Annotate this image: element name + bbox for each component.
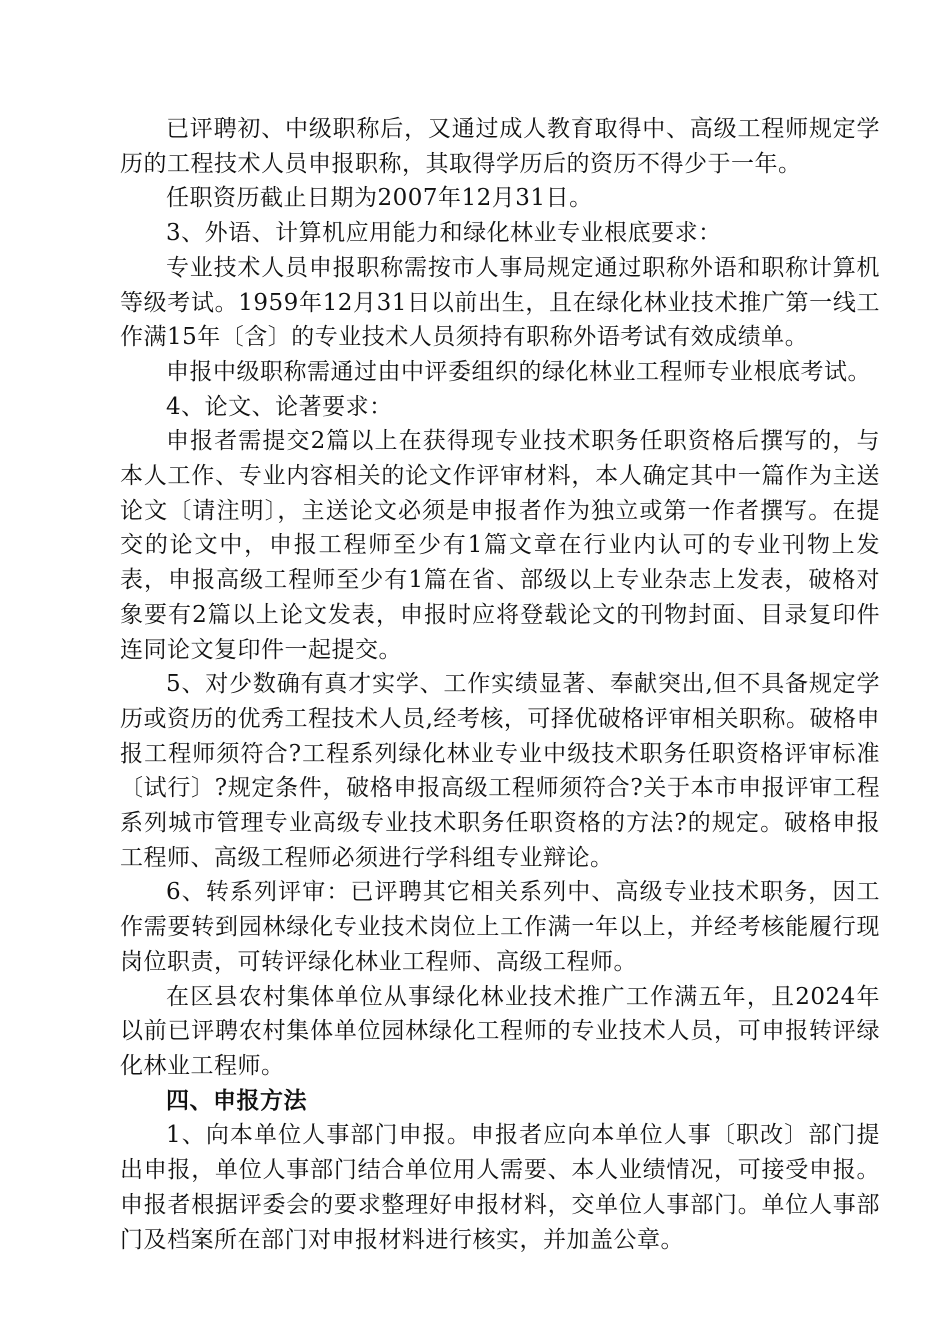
paragraph: 任职资历截止日期为2007年12月31日。 xyxy=(166,185,593,212)
paragraph: 已评聘初、中级职称后，又通过成人教育取得中、高级工程师规定学历的工程技术人员申报职称，其取得学历后的资历不得少于一年。 xyxy=(120,116,880,177)
paragraph: 申报者需提交2篇以上在获得现专业技术职务任职资格后撰写的，与本人工作、专业内容相关的论文作评审材料，本人确定其中一篇作为主送论文〔请注明〕，主送论文必须是申报者作为独立或第一作者撰写。在提交的论文中，申报工程师至少有1篇文章在行业内认可的专业刊物上发表，申报高级工程师至少有1篇在省、部级以上专业杂志上发表，破格对象要有2篇以上论文发表，申报时应将登载论文的刊物封面、目录复印件连同论文复印件一起提交。 xyxy=(120,428,880,663)
paragraph: 5、对少数确有真才实学、工作实绩显著、奉献突出,但不具备规定学历或资历的优秀工程技术人员,经考核，可择优破格评审相关职称。破格申报工程师须符合?工程系列绿化林业专业中级技术职务任职资格评审标准〔试行〕?规定条件，破格申报高级工程师须符合?关于本市申报评审工程系列城市管理专业高级专业技术职务任职资格的方法?的规定。破格申报工程师、高级工程师必须进行学科组专业辩论。 xyxy=(120,671,880,871)
paragraph: 3、外语、计算机应用能力和绿化林业专业根底要求： xyxy=(166,220,722,247)
document-page xyxy=(120,112,880,1257)
paragraph: 在区县农村集体单位从事绿化林业技术推广工作满五年，且2024年以前已评聘农村集体单位园林绿化工程师的专业技术人员，可申报转评绿化林业工程师。 xyxy=(120,983,880,1079)
paragraph: 4、论文、论著要求： xyxy=(166,393,393,420)
paragraph: 申报中级职称需通过由中评委组织的绿化林业工程师专业根底考试。 xyxy=(166,358,871,385)
paragraph: 专业技术人员申报职称需按市人事局规定通过职称外语和职称计算机等级考试。1959年12月31日以前出生，且在绿化林业技术推广第一线工作满15年〔含〕的专业技术人员须持有职称外语考试有效成绩单。 xyxy=(120,254,880,351)
paragraph: 6、转系列评审：已评聘其它相关系列中、高级专业技术职务，因工作需要转到园林绿化专业技术岗位上工作满一年以上，并经考核能履行现岗位职责，可转评绿化林业工程师、高级工程师。 xyxy=(120,879,880,975)
section-heading: 四、申报方法 xyxy=(166,1087,307,1114)
paragraph: 1、向本单位人事部门申报。申报者应向本单位人事〔职改〕部门提出申报，单位人事部门结合单位用人需要、本人业绩情况，可接受申报。申报者根据评委会的要求整理好申报材料，交单位人事部门。单位人事部门及档案所在部门对申报材料进行核实，并加盖公章。 xyxy=(120,1122,880,1253)
